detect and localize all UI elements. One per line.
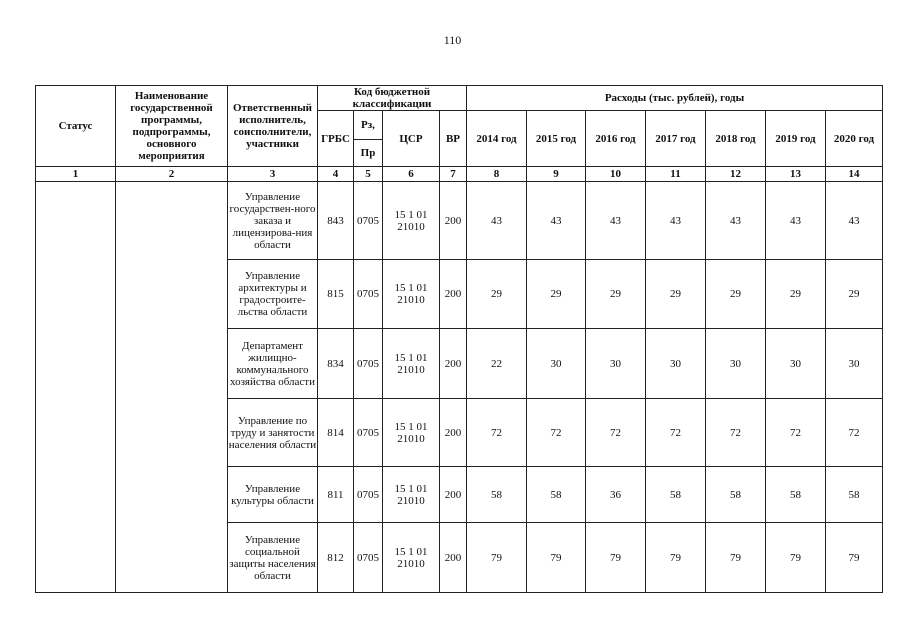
csr-cell: 15 1 01 21010	[383, 467, 440, 523]
header-budget-code: Код бюджетной классификации	[318, 86, 467, 111]
expense-cell: 29	[766, 260, 826, 329]
expense-cell: 43	[826, 182, 883, 260]
column-number: 8	[467, 167, 527, 182]
grbs-cell: 814	[318, 399, 354, 467]
expense-cell: 79	[706, 523, 766, 593]
expense-cell: 58	[467, 467, 527, 523]
header-year: 2014 год	[467, 111, 527, 167]
column-number: 12	[706, 167, 766, 182]
vr-cell: 200	[440, 523, 467, 593]
expense-cell: 58	[706, 467, 766, 523]
budget-expenses-table	[35, 85, 883, 593]
executor-cell: Управление социальной защиты населения области	[228, 523, 318, 593]
executor-cell: Управление по труду и занятости населения области	[228, 399, 318, 467]
expense-cell: 79	[646, 523, 706, 593]
expense-cell: 79	[766, 523, 826, 593]
table-row	[36, 182, 883, 260]
expense-cell: 58	[826, 467, 883, 523]
vr-cell: 200	[440, 399, 467, 467]
expense-cell: 43	[706, 182, 766, 260]
column-number: 9	[527, 167, 586, 182]
csr-cell: 15 1 01 21010	[383, 329, 440, 399]
expense-cell: 72	[646, 399, 706, 467]
column-number: 1	[36, 167, 116, 182]
expense-cell: 36	[586, 467, 646, 523]
header-name: Наименование государственной программы, подпрограммы, основного мероприятия	[116, 86, 228, 167]
rzpr-cell: 0705	[354, 523, 383, 593]
expense-cell: 58	[646, 467, 706, 523]
expense-cell: 29	[826, 260, 883, 329]
grbs-cell: 843	[318, 182, 354, 260]
expense-cell: 58	[527, 467, 586, 523]
column-number: 7	[440, 167, 467, 182]
expense-cell: 43	[586, 182, 646, 260]
header-grbs: ГРБС	[318, 111, 354, 167]
column-number: 13	[766, 167, 826, 182]
expense-cell: 30	[826, 329, 883, 399]
column-number: 4	[318, 167, 354, 182]
expense-cell: 58	[766, 467, 826, 523]
vr-cell: 200	[440, 182, 467, 260]
rzpr-cell: 0705	[354, 329, 383, 399]
expense-cell: 72	[586, 399, 646, 467]
executor-cell: Управление культуры области	[228, 467, 318, 523]
expense-cell: 30	[586, 329, 646, 399]
column-number: 5	[354, 167, 383, 182]
header-csr: ЦСР	[383, 111, 440, 167]
expense-cell: 72	[766, 399, 826, 467]
csr-cell: 15 1 01 21010	[383, 182, 440, 260]
expense-cell: 79	[826, 523, 883, 593]
executor-cell: Управление архитектуры и градостроите-льства области	[228, 260, 318, 329]
expense-cell: 22	[467, 329, 527, 399]
header-rz: Рз,	[354, 111, 383, 140]
expense-cell: 43	[766, 182, 826, 260]
expense-cell: 72	[467, 399, 527, 467]
header-year: 2017 год	[646, 111, 706, 167]
header-year: 2016 год	[586, 111, 646, 167]
header-status: Статус	[36, 86, 116, 167]
header-year: 2015 год	[527, 111, 586, 167]
grbs-cell: 812	[318, 523, 354, 593]
rzpr-cell: 0705	[354, 182, 383, 260]
expense-cell: 79	[527, 523, 586, 593]
expense-cell: 30	[766, 329, 826, 399]
header-year: 2019 год	[766, 111, 826, 167]
column-number: 10	[586, 167, 646, 182]
expense-cell: 43	[527, 182, 586, 260]
header-executor: Ответственный исполнитель, соисполнители, участники	[228, 86, 318, 167]
expense-cell: 43	[646, 182, 706, 260]
expense-cell: 72	[826, 399, 883, 467]
csr-cell: 15 1 01 21010	[383, 523, 440, 593]
column-number: 2	[116, 167, 228, 182]
expense-cell: 29	[527, 260, 586, 329]
header-vr: ВР	[440, 111, 467, 167]
expense-cell: 29	[586, 260, 646, 329]
expense-cell: 30	[706, 329, 766, 399]
expense-cell: 72	[527, 399, 586, 467]
column-number: 11	[646, 167, 706, 182]
header-pr: Пр	[354, 140, 383, 167]
rzpr-cell: 0705	[354, 399, 383, 467]
vr-cell: 200	[440, 329, 467, 399]
expense-cell: 79	[467, 523, 527, 593]
status-cell	[36, 182, 116, 593]
expense-cell: 43	[467, 182, 527, 260]
header-expenses: Расходы (тыс. рублей), годы	[467, 86, 883, 111]
rzpr-cell: 0705	[354, 260, 383, 329]
column-number: 3	[228, 167, 318, 182]
expense-cell: 29	[467, 260, 527, 329]
grbs-cell: 815	[318, 260, 354, 329]
expense-cell: 30	[527, 329, 586, 399]
vr-cell: 200	[440, 467, 467, 523]
csr-cell: 15 1 01 21010	[383, 399, 440, 467]
csr-cell: 15 1 01 21010	[383, 260, 440, 329]
expense-cell: 29	[706, 260, 766, 329]
rzpr-cell: 0705	[354, 467, 383, 523]
vr-cell: 200	[440, 260, 467, 329]
column-number: 6	[383, 167, 440, 182]
grbs-cell: 811	[318, 467, 354, 523]
column-number: 14	[826, 167, 883, 182]
expense-cell: 29	[646, 260, 706, 329]
header-year: 2018 год	[706, 111, 766, 167]
header-year: 2020 год	[826, 111, 883, 167]
name-cell	[116, 182, 228, 593]
executor-cell: Департамент жилищно-коммунального хозяйства области	[228, 329, 318, 399]
expense-cell: 72	[706, 399, 766, 467]
page-number: 110	[443, 33, 462, 47]
grbs-cell: 834	[318, 329, 354, 399]
expense-cell: 79	[586, 523, 646, 593]
executor-cell: Управление государствен-ного заказа и лицензирова-ния области	[228, 182, 318, 260]
expense-cell: 30	[646, 329, 706, 399]
